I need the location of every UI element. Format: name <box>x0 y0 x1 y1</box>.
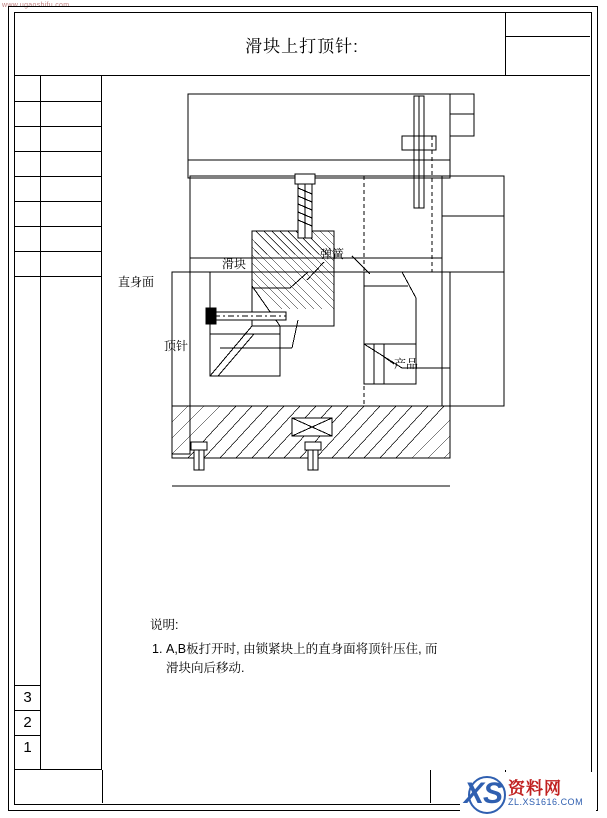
revision-rule <box>14 101 102 102</box>
revision-number-column <box>14 76 41 770</box>
watermark-sub: ZL.XS1616.COM <box>508 797 584 808</box>
watermark-main: 资料网 <box>508 779 563 799</box>
title-block-right-cell-top <box>506 12 590 37</box>
callout-label-zhishenmian: 直身面 <box>118 275 155 289</box>
note-line-1: A,B板打开时, 由锁紧块上的直身面将顶针压住, 而 <box>166 642 438 656</box>
callout-label-dingzhen: 顶针 <box>164 339 189 353</box>
callout-label-huakuai: 滑块 <box>222 257 247 271</box>
revision-number-2: 2 <box>23 714 32 731</box>
note-title: 说明: <box>150 618 179 632</box>
watermark-logo: XS <box>464 777 503 810</box>
callout-label-tanhuang: 弹簧 <box>320 247 345 261</box>
note-line-2: 滑块向后移动. <box>166 661 245 676</box>
note-body <box>152 640 566 679</box>
revision-number-1: 1 <box>23 739 32 756</box>
title-block-row <box>14 12 590 76</box>
revision-rule <box>14 201 102 202</box>
revision-number-3: 3 <box>23 689 32 706</box>
bottom-block-separator <box>102 770 103 803</box>
bottom-block-separator <box>430 770 431 803</box>
callout-label-chanpin: 产品 <box>394 357 419 371</box>
footer-watermark <box>460 772 596 816</box>
title-block-right <box>505 12 590 76</box>
revision-rule <box>14 251 102 252</box>
watermark-left: www.ugaoshifu.com <box>2 2 70 9</box>
watermark-text <box>508 780 583 807</box>
note-number: 1. <box>152 642 163 656</box>
revision-rule <box>14 276 102 277</box>
revision-rule <box>14 176 102 177</box>
page-title: 滑块上打顶针: <box>245 36 359 56</box>
revision-rule <box>14 151 102 152</box>
revision-rule <box>14 226 102 227</box>
revision-rule <box>14 126 102 127</box>
title-block-right-cell-bottom <box>506 37 590 76</box>
